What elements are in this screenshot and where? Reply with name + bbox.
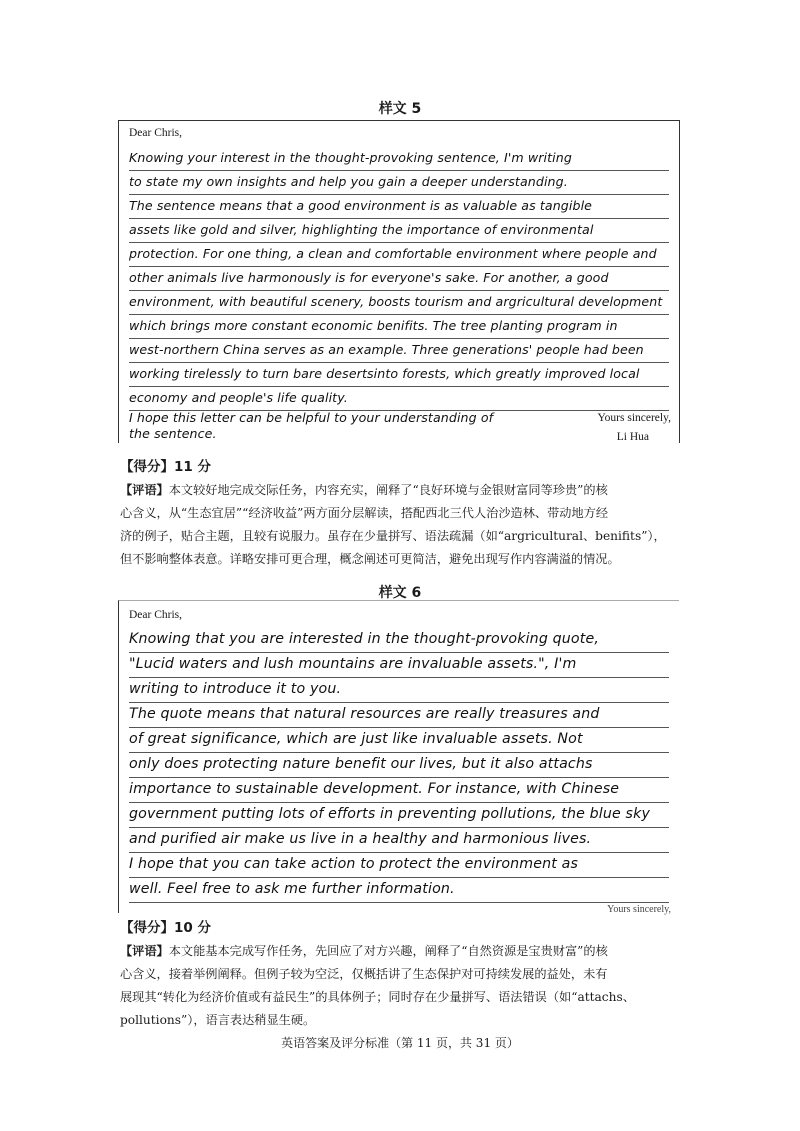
sample5-line: which brings more constant economic benifits. The tree planting program in: [129, 314, 669, 339]
sample5-line: assets like gold and silver, highlighting the importance of environmental: [129, 218, 669, 243]
sample6-line: "Lucid waters and lush mountains are invaluable assets.", I'm: [129, 652, 669, 678]
score-value: 11 分: [174, 459, 211, 475]
sample5-line: protection. For one thing, a clean and comfortable environment where people and: [129, 242, 669, 267]
sample5-line: The sentence means that a good environment is as valuable as tangible: [129, 194, 669, 219]
comment-line: 本文能基本完成写作任务，先回应了对方兴趣，阐释了“自然资源是宝贵财富”的核: [168, 944, 608, 958]
score-label: 【得分】: [120, 459, 174, 475]
sample5-salutation: Dear Chris,: [129, 127, 183, 139]
comment-line: 展现其“转化为经济价值或有益民生”的具体例子；同时存在少量拼写、语法错误（如“attachs、: [120, 990, 635, 1004]
comment-label: 【评语】: [120, 944, 169, 958]
sample5-closing: Yours sincerely,: [597, 412, 671, 424]
sample6-line: writing to introduce it to you.: [129, 677, 669, 703]
sample5-title: 样文 5: [378, 101, 422, 117]
sample6-line: government putting lots of efforts in preventing pollutions, the blue sky: [129, 802, 669, 828]
sample6-closing-partial: Yours sincerely,: [607, 904, 671, 915]
sample5-line: Knowing your interest in the thought-provoking sentence, I'm writing: [129, 146, 669, 171]
sample6-line: Knowing that you are interested in the thought-provoking quote,: [129, 627, 669, 653]
sample5-letter: [118, 120, 680, 443]
sample5-line: economy and people's life quality.: [129, 386, 669, 411]
sample6-line: only does protecting nature benefit our lives, but it also attachs: [129, 752, 669, 778]
sample6-line: I hope that you can take action to protect the environment as: [129, 852, 669, 878]
sample6-line: and purified air make us live in a healthy and harmonious lives.: [129, 827, 669, 853]
comment-line: 但不影响整体表意。详略安排可更合理，概念阐述可更简洁，避免出现写作内容满溢的情况。: [120, 552, 620, 566]
sample5-comment: [120, 479, 680, 571]
sample6-line: importance to sustainable development. For instance, with Chinese: [129, 777, 669, 803]
comment-line: pollutions”），语言表达稍显生硬。: [120, 1013, 316, 1027]
sample5-line: to state my own insights and help you gain a deeper understanding.: [129, 170, 669, 195]
sample6-salutation: Dear Chris,: [129, 609, 183, 621]
page-footer: 英语答案及评分标准（第 11 页，共 31 页）: [281, 1036, 519, 1050]
sample6-letter: [118, 600, 679, 913]
comment-line: 心含义，从“生态宜居”“经济收益”两方面分层解读，搭配西北三代人治沙造林、带动地方经: [120, 506, 609, 520]
sample5-line: environment, with beautiful scenery, boosts tourism and argricultural development: [129, 290, 669, 315]
sample6-score: [120, 916, 211, 936]
score-label: 【得分】: [120, 920, 174, 936]
sample6-line: of great significance, which are just like invaluable assets. Not: [129, 727, 669, 753]
comment-label: 【评语】: [120, 483, 169, 497]
sample5-score: [120, 455, 211, 475]
sample6-line: well. Feel free to ask me further information.: [129, 877, 669, 903]
sample5-signature: Li Hua: [616, 431, 649, 443]
sample5-line: west-northern China serves as an example. Three generations' people had been: [129, 338, 669, 363]
sample5-line: I hope this letter can be helpful to your understanding of: [129, 410, 494, 425]
sample6-line: The quote means that natural resources are really treasures and: [129, 702, 669, 728]
sample6-title: 样文 6: [378, 585, 422, 601]
score-value: 10 分: [174, 920, 211, 936]
comment-line: 本文较好地完成交际任务，内容充实，阐释了“良好环境与金银财富同等珍贵”的核: [168, 483, 608, 497]
sample5-line: working tirelessly to turn bare desertsinto forests, which greatly improved local: [129, 362, 669, 387]
sample5-line: the sentence.: [129, 426, 217, 441]
comment-line: 济的例子，贴合主题，且较有说服力。虽存在少量拼写、语法疏漏（如“argricultural、benifits”），: [120, 529, 666, 543]
sample6-comment: [120, 940, 680, 1032]
comment-line: 心含义，接着举例阐释。但例子较为空泛，仅概括讲了生态保护对可持续发展的益处，未有: [120, 967, 608, 981]
sample5-line: other animals live harmonously is for everyone's sake. For another, a good: [129, 266, 669, 291]
